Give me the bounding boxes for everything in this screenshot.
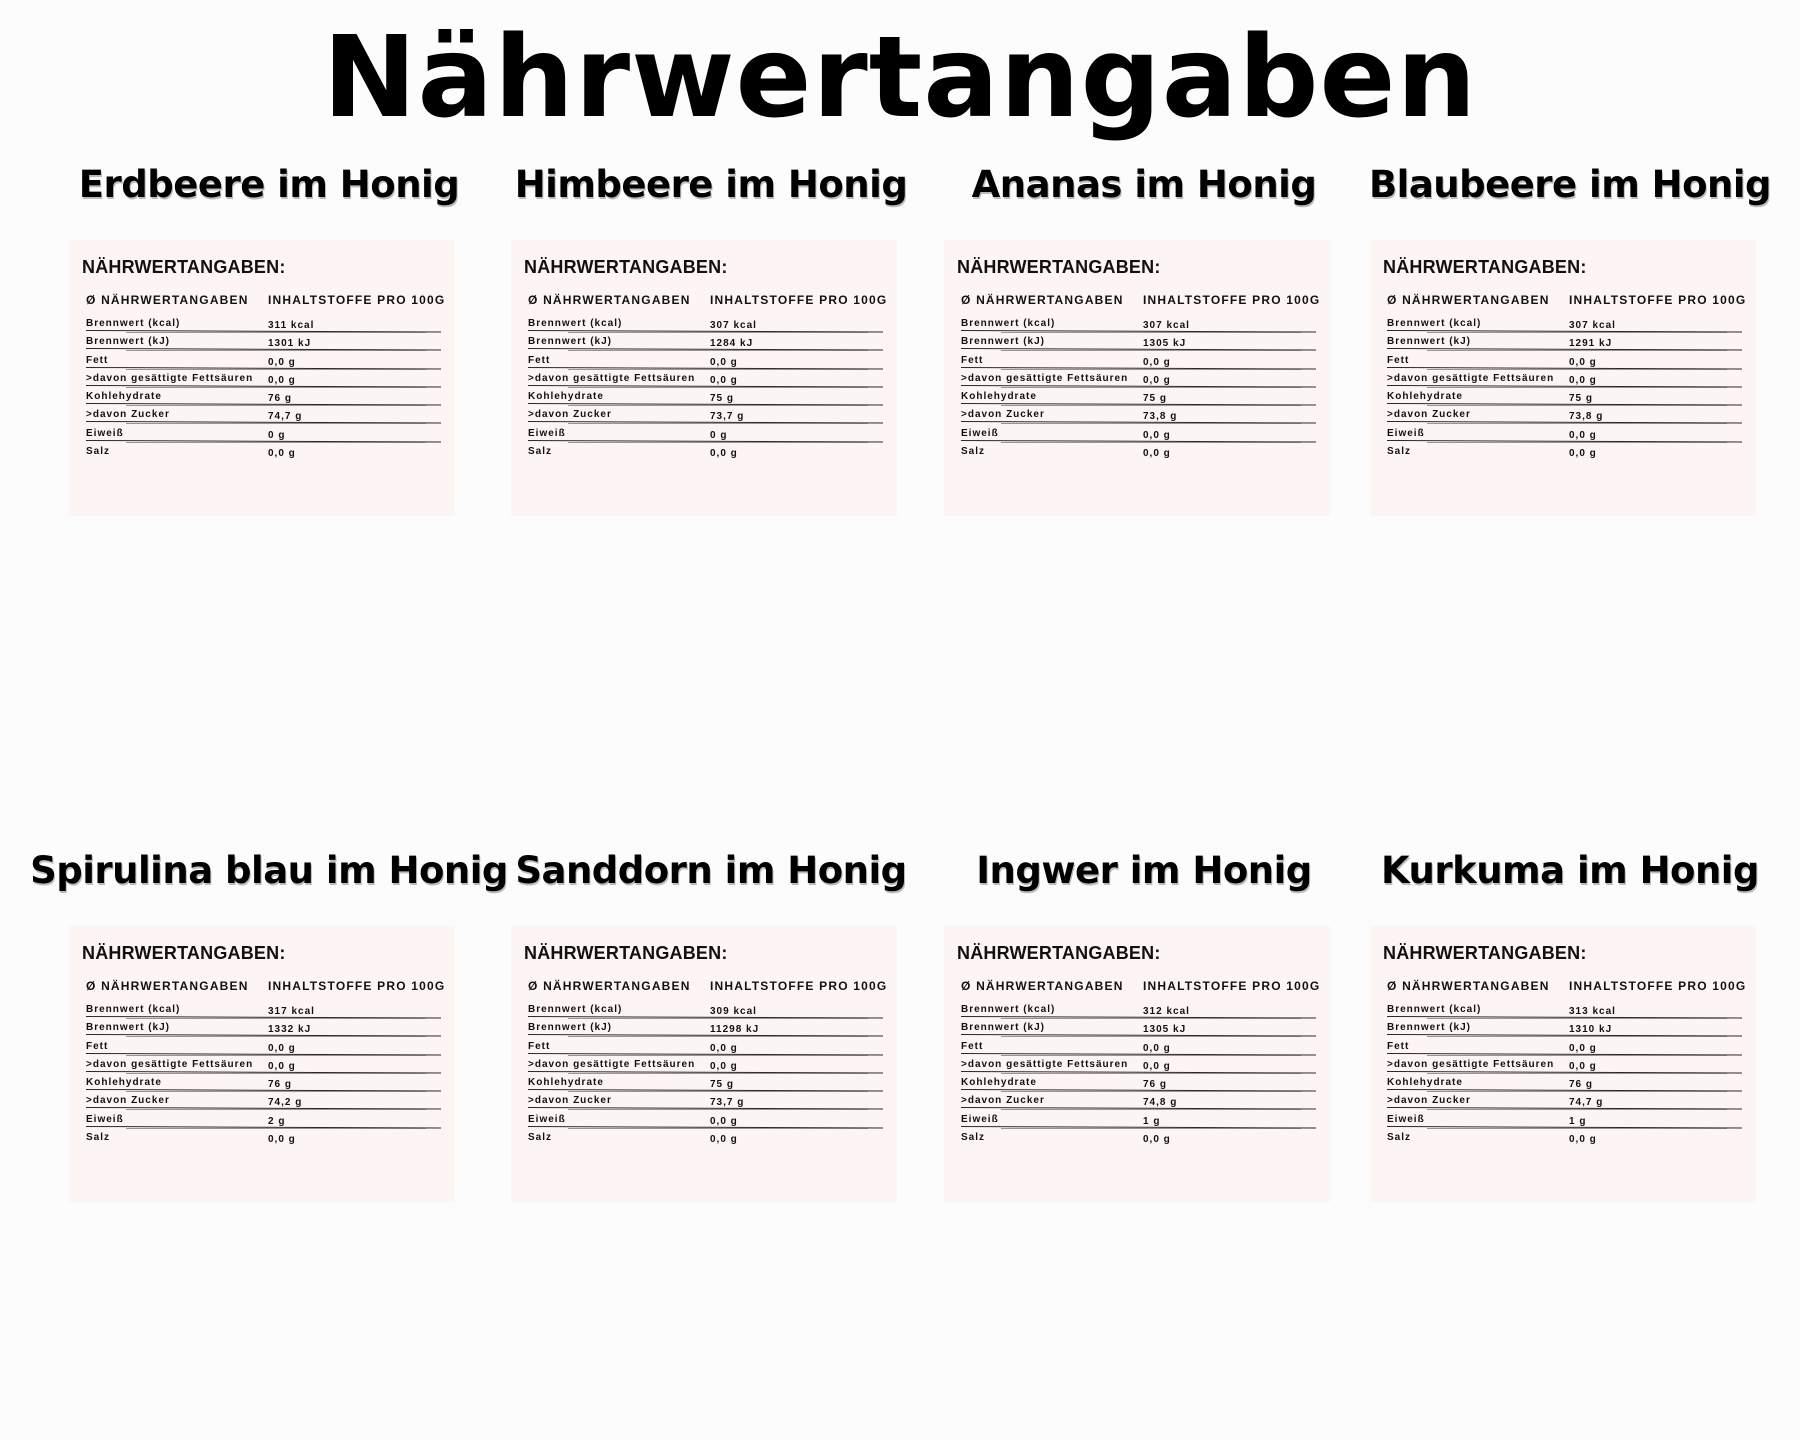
nutrient-value: 74,7 g xyxy=(1569,1097,1604,1109)
row-divider xyxy=(568,350,868,351)
nutrient-value: 0,0 g xyxy=(268,1060,296,1072)
row-divider xyxy=(1427,1073,1727,1074)
row-divider xyxy=(1001,442,1301,443)
card-heading: NÄHRWERTANGABEN: xyxy=(1383,257,1587,277)
nutrition-table xyxy=(86,318,446,464)
nutrition-row xyxy=(528,1132,888,1150)
row-divider xyxy=(1001,387,1301,388)
column-header-nutrients: Ø NÄHRWERTANGABEN xyxy=(1387,979,1550,993)
nutrient-label: Eiweiß xyxy=(961,427,999,439)
nutrient-value: 0,0 g xyxy=(1569,374,1597,386)
row-divider xyxy=(1001,1128,1301,1129)
nutrition-row xyxy=(961,1004,1321,1022)
nutrient-value: 74,8 g xyxy=(1143,1097,1178,1109)
column-header-per-100g: INHALTSTOFFE PRO 100G xyxy=(268,293,446,307)
nutrient-value: 76 g xyxy=(268,393,293,405)
nutrient-label: Kohlehydrate xyxy=(86,391,162,403)
nutrition-row xyxy=(1387,336,1747,354)
nutrient-label: Kohlehydrate xyxy=(528,1077,604,1089)
nutrient-value: 0,0 g xyxy=(1143,1060,1171,1072)
nutrient-label: Brennwert (kcal) xyxy=(961,1004,1056,1015)
column-header-per-100g: INHALTSTOFFE PRO 100G xyxy=(1143,293,1321,307)
nutrient-label: Eiweiß xyxy=(961,1113,999,1125)
nutrition-row xyxy=(528,1059,888,1077)
nutrition-row xyxy=(528,1041,888,1059)
card-heading: NÄHRWERTANGABEN: xyxy=(957,943,1161,963)
nutrient-label: Brennwert (kJ) xyxy=(528,1022,613,1034)
nutrient-value: 0,0 g xyxy=(1143,1134,1171,1146)
nutrition-row xyxy=(528,373,888,391)
row-divider xyxy=(1427,1055,1727,1056)
nutrient-label: >davon Zucker xyxy=(528,409,612,421)
row-divider xyxy=(126,1036,426,1037)
nutrition-card xyxy=(69,926,455,1202)
nutrition-table xyxy=(961,1004,1321,1150)
nutrition-row xyxy=(86,1059,446,1077)
nutrient-value: 75 g xyxy=(710,393,735,405)
nutrition-row xyxy=(961,1114,1321,1132)
nutrient-value: 0,0 g xyxy=(1569,1060,1597,1072)
nutrient-value: 0,0 g xyxy=(1143,374,1171,386)
nutrition-card xyxy=(1370,926,1756,1202)
nutrient-label: Brennwert (kJ) xyxy=(1387,1022,1472,1034)
row-divider xyxy=(126,405,426,406)
nutrition-row xyxy=(1387,355,1747,373)
nutrient-label: >davon gesättigte Fettsäuren xyxy=(86,1058,254,1070)
nutrition-row xyxy=(961,1077,1321,1095)
nutrient-label: Eiweiß xyxy=(528,1113,566,1125)
nutrition-row xyxy=(86,1004,446,1022)
row-divider xyxy=(1427,350,1727,351)
nutrient-label: Brennwert (kJ) xyxy=(1387,336,1472,348)
nutrition-row xyxy=(961,1132,1321,1150)
nutrition-row xyxy=(86,391,446,409)
nutrient-label: Brennwert (kcal) xyxy=(528,318,623,329)
nutrient-value: 0,0 g xyxy=(1143,429,1171,441)
product-title: Himbeere im Honig xyxy=(514,163,908,206)
nutrition-row xyxy=(961,373,1321,391)
nutrient-value: 73,7 g xyxy=(710,411,745,423)
row-divider xyxy=(126,1128,426,1129)
nutrition-row xyxy=(1387,1059,1747,1077)
column-header-per-100g: INHALTSTOFFE PRO 100G xyxy=(1569,979,1747,993)
nutrient-label: Brennwert (kJ) xyxy=(86,1022,171,1034)
nutrition-row xyxy=(528,409,888,427)
nutrient-label: Kohlehydrate xyxy=(1387,391,1463,403)
nutrition-row xyxy=(86,373,446,391)
nutrition-row xyxy=(1387,1132,1747,1150)
nutrient-value: 1291 kJ xyxy=(1569,338,1613,350)
card-heading: NÄHRWERTANGABEN: xyxy=(1383,943,1587,963)
nutrition-row xyxy=(1387,391,1747,409)
nutrient-label: >davon Zucker xyxy=(528,1095,612,1107)
column-header-nutrients: Ø NÄHRWERTANGABEN xyxy=(961,293,1124,307)
nutrition-table xyxy=(961,318,1321,464)
nutrient-label: >davon Zucker xyxy=(1387,1095,1471,1107)
nutrient-label: >davon Zucker xyxy=(961,409,1045,421)
row-divider xyxy=(126,442,426,443)
nutrient-label: Kohlehydrate xyxy=(86,1077,162,1089)
nutrient-value: 0,0 g xyxy=(710,1042,738,1054)
nutrient-value: 75 g xyxy=(710,1079,735,1091)
row-divider xyxy=(126,1109,426,1110)
nutrient-value: 75 g xyxy=(1143,393,1168,405)
nutrient-label: Salz xyxy=(528,1132,553,1144)
row-divider xyxy=(126,332,426,333)
nutrition-row xyxy=(528,428,888,446)
column-header-per-100g: INHALTSTOFFE PRO 100G xyxy=(710,293,888,307)
nutrient-label: Brennwert (kJ) xyxy=(961,336,1046,348)
row-divider xyxy=(126,423,426,424)
nutrient-value: 1332 kJ xyxy=(268,1024,312,1036)
nutrient-label: Salz xyxy=(961,1132,986,1144)
row-divider xyxy=(568,369,868,370)
nutrient-value: 0,0 g xyxy=(1569,448,1597,460)
row-divider xyxy=(1001,405,1301,406)
row-divider xyxy=(1001,1073,1301,1074)
column-header-nutrients: Ø NÄHRWERTANGABEN xyxy=(528,979,691,993)
row-divider xyxy=(1001,1091,1301,1092)
row-divider xyxy=(1001,1055,1301,1056)
row-divider xyxy=(1001,1018,1301,1019)
row-divider xyxy=(1427,423,1727,424)
row-divider xyxy=(568,1091,868,1092)
row-divider xyxy=(1001,332,1301,333)
row-divider xyxy=(1001,1036,1301,1037)
nutrition-row xyxy=(961,1059,1321,1077)
nutrition-row xyxy=(528,318,888,336)
nutrition-row xyxy=(86,1077,446,1095)
nutrition-row xyxy=(528,1022,888,1040)
nutrient-value: 313 kcal xyxy=(1569,1006,1616,1017)
column-header-per-100g: INHALTSTOFFE PRO 100G xyxy=(1569,293,1747,307)
nutrition-row xyxy=(1387,1004,1747,1022)
nutrition-table xyxy=(1387,318,1747,464)
nutrient-label: >davon Zucker xyxy=(86,1095,170,1107)
nutrient-value: 1 g xyxy=(1569,1115,1587,1127)
row-divider xyxy=(1427,332,1727,333)
row-divider xyxy=(126,350,426,351)
card-heading: NÄHRWERTANGABEN: xyxy=(82,257,286,277)
nutrient-label: >davon Zucker xyxy=(86,409,170,421)
nutrient-label: Fett xyxy=(1387,354,1410,366)
nutrition-row xyxy=(1387,318,1747,336)
nutrient-value: 307 kcal xyxy=(710,320,757,331)
nutrient-value: 75 g xyxy=(1569,393,1594,405)
nutrient-label: Kohlehydrate xyxy=(961,1077,1037,1089)
nutrient-label: Eiweiß xyxy=(86,427,124,439)
nutrient-label: Brennwert (kJ) xyxy=(528,336,613,348)
row-divider xyxy=(568,1128,868,1129)
column-header-nutrients: Ø NÄHRWERTANGABEN xyxy=(1387,293,1550,307)
nutrient-value: 307 kcal xyxy=(1143,320,1190,331)
row-divider xyxy=(568,1073,868,1074)
nutrient-value: 0,0 g xyxy=(710,1060,738,1072)
product-title: Ingwer im Honig xyxy=(976,849,1312,892)
row-divider xyxy=(568,1109,868,1110)
nutrient-label: Fett xyxy=(86,1040,109,1052)
nutrient-label: Brennwert (kcal) xyxy=(961,318,1056,329)
nutrient-value: 0,0 g xyxy=(710,1134,738,1146)
nutrient-value: 0,0 g xyxy=(1569,356,1597,368)
nutrition-row xyxy=(528,446,888,464)
nutrition-row xyxy=(528,336,888,354)
nutrient-label: >davon Zucker xyxy=(961,1095,1045,1107)
product-title: Blaubeere im Honig xyxy=(1368,163,1772,206)
nutrition-row xyxy=(961,355,1321,373)
nutrient-label: Kohlehydrate xyxy=(961,391,1037,403)
row-divider xyxy=(126,387,426,388)
card-heading: NÄHRWERTANGABEN: xyxy=(957,257,1161,277)
product-title: Sanddorn im Honig xyxy=(515,849,907,892)
nutrition-row xyxy=(86,1022,446,1040)
page-title: Nährwertangaben xyxy=(322,13,1478,143)
row-divider xyxy=(568,405,868,406)
nutrient-label: Eiweiß xyxy=(528,427,566,439)
nutrition-row xyxy=(86,318,446,336)
row-divider xyxy=(126,1073,426,1074)
nutrition-row xyxy=(528,1114,888,1132)
nutrition-table xyxy=(1387,1004,1747,1150)
row-divider xyxy=(568,332,868,333)
nutrition-row xyxy=(86,1114,446,1132)
nutrition-row xyxy=(961,336,1321,354)
column-header-per-100g: INHALTSTOFFE PRO 100G xyxy=(710,979,888,993)
row-divider xyxy=(1427,1091,1727,1092)
nutrition-card xyxy=(944,240,1330,516)
nutrient-label: >davon gesättigte Fettsäuren xyxy=(528,372,696,384)
nutrient-label: Salz xyxy=(1387,1132,1412,1144)
nutrition-row xyxy=(1387,409,1747,427)
nutrition-row xyxy=(86,428,446,446)
nutrient-value: 0,0 g xyxy=(1569,429,1597,441)
row-divider xyxy=(1001,1109,1301,1110)
nutrition-row xyxy=(961,1022,1321,1040)
nutrition-row xyxy=(1387,446,1747,464)
nutrient-value: 76 g xyxy=(1143,1079,1168,1091)
row-divider xyxy=(1001,423,1301,424)
nutrition-row xyxy=(1387,428,1747,446)
nutrient-label: Brennwert (kJ) xyxy=(86,336,171,348)
nutrient-value: 1284 kJ xyxy=(710,338,754,350)
nutrient-value: 0,0 g xyxy=(268,448,296,460)
row-divider xyxy=(1427,387,1727,388)
nutrition-row xyxy=(961,391,1321,409)
row-divider xyxy=(126,369,426,370)
nutrient-label: Fett xyxy=(961,354,984,366)
nutrition-row xyxy=(528,391,888,409)
card-heading: NÄHRWERTANGABEN: xyxy=(524,943,728,963)
nutrient-label: Salz xyxy=(528,446,553,458)
nutrition-row xyxy=(528,1004,888,1022)
nutrition-row xyxy=(961,428,1321,446)
nutrition-row xyxy=(1387,373,1747,391)
nutrient-value: 0,0 g xyxy=(1569,1134,1597,1146)
nutrient-label: Brennwert (kcal) xyxy=(528,1004,623,1015)
nutrient-label: Fett xyxy=(86,354,109,366)
nutrient-value: 311 kcal xyxy=(268,320,315,331)
nutrient-value: 307 kcal xyxy=(1569,320,1616,331)
nutrient-label: Kohlehydrate xyxy=(1387,1077,1463,1089)
row-divider xyxy=(568,442,868,443)
nutrition-row xyxy=(528,1077,888,1095)
nutrient-label: >davon gesättigte Fettsäuren xyxy=(86,372,254,384)
column-header-per-100g: INHALTSTOFFE PRO 100G xyxy=(268,979,446,993)
nutrient-value: 0,0 g xyxy=(268,1134,296,1146)
nutrition-row xyxy=(86,409,446,427)
nutrition-table xyxy=(86,1004,446,1150)
card-heading: NÄHRWERTANGABEN: xyxy=(82,943,286,963)
nutrient-value: 73,8 g xyxy=(1569,411,1604,423)
row-divider xyxy=(1001,369,1301,370)
nutrient-label: Eiweiß xyxy=(1387,1113,1425,1125)
row-divider xyxy=(1427,1128,1727,1129)
nutrition-row xyxy=(961,318,1321,336)
nutrition-card xyxy=(511,240,897,516)
nutrient-label: Brennwert (kcal) xyxy=(1387,318,1482,329)
nutrient-value: 0,0 g xyxy=(1143,1042,1171,1054)
nutrition-row xyxy=(961,409,1321,427)
row-divider xyxy=(126,1091,426,1092)
nutrition-row xyxy=(1387,1041,1747,1059)
nutrition-card xyxy=(944,926,1330,1202)
nutrient-value: 0 g xyxy=(268,429,286,441)
nutrition-row xyxy=(86,1095,446,1113)
row-divider xyxy=(1427,1018,1727,1019)
row-divider xyxy=(126,1055,426,1056)
nutrient-label: Salz xyxy=(961,446,986,458)
nutrient-value: 11298 kJ xyxy=(710,1024,760,1036)
nutrition-row xyxy=(1387,1114,1747,1132)
nutrient-label: Brennwert (kcal) xyxy=(1387,1004,1482,1015)
nutrient-label: Fett xyxy=(1387,1040,1410,1052)
nutrition-card xyxy=(69,240,455,516)
nutrient-label: Eiweiß xyxy=(1387,427,1425,439)
nutrient-label: Salz xyxy=(86,446,111,458)
nutrient-label: >davon gesättigte Fettsäuren xyxy=(961,372,1129,384)
row-divider xyxy=(1427,369,1727,370)
nutrition-row xyxy=(961,446,1321,464)
column-header-nutrients: Ø NÄHRWERTANGABEN xyxy=(528,293,691,307)
nutrient-label: >davon gesättigte Fettsäuren xyxy=(1387,372,1555,384)
product-title: Erdbeere im Honig xyxy=(78,163,460,206)
nutrient-value: 312 kcal xyxy=(1143,1006,1190,1017)
product-title: Spirulina blau im Honig xyxy=(30,849,508,892)
nutrition-row xyxy=(86,1132,446,1150)
nutrient-value: 0,0 g xyxy=(710,448,738,460)
nutrient-value: 74,2 g xyxy=(268,1097,303,1109)
nutrition-row xyxy=(1387,1095,1747,1113)
nutrient-label: Fett xyxy=(528,1040,551,1052)
nutrient-value: 0,0 g xyxy=(1143,448,1171,460)
column-header-nutrients: Ø NÄHRWERTANGABEN xyxy=(86,979,249,993)
nutrient-label: Fett xyxy=(961,1040,984,1052)
nutrient-value: 309 kcal xyxy=(710,1006,757,1017)
nutrient-value: 76 g xyxy=(1569,1079,1594,1091)
row-divider xyxy=(568,423,868,424)
row-divider xyxy=(1427,405,1727,406)
card-heading: NÄHRWERTANGABEN: xyxy=(524,257,728,277)
nutrition-row xyxy=(86,1041,446,1059)
column-header-nutrients: Ø NÄHRWERTANGABEN xyxy=(961,979,1124,993)
nutrient-label: >davon Zucker xyxy=(1387,409,1471,421)
nutrient-label: Kohlehydrate xyxy=(528,391,604,403)
row-divider xyxy=(1427,442,1727,443)
nutrient-value: 0,0 g xyxy=(710,1115,738,1127)
row-divider xyxy=(1427,1036,1727,1037)
nutrient-value: 76 g xyxy=(268,1079,293,1091)
row-divider xyxy=(1001,350,1301,351)
nutrient-value: 1305 kJ xyxy=(1143,1024,1187,1036)
nutrient-label: Brennwert (kcal) xyxy=(86,1004,181,1015)
row-divider xyxy=(126,1018,426,1019)
product-title: Kurkuma im Honig xyxy=(1381,849,1759,892)
nutrition-row xyxy=(1387,1022,1747,1040)
nutrient-label: Salz xyxy=(1387,446,1412,458)
nutrition-table xyxy=(528,318,888,464)
nutrient-label: >davon gesättigte Fettsäuren xyxy=(1387,1058,1555,1070)
nutrient-label: Fett xyxy=(528,354,551,366)
nutrition-row xyxy=(1387,1077,1747,1095)
nutrition-card xyxy=(511,926,897,1202)
nutrient-value: 317 kcal xyxy=(268,1006,315,1017)
nutrient-label: >davon gesättigte Fettsäuren xyxy=(961,1058,1129,1070)
nutrient-value: 0,0 g xyxy=(268,356,296,368)
nutrient-label: Brennwert (kJ) xyxy=(961,1022,1046,1034)
nutrition-row xyxy=(86,355,446,373)
nutrient-label: Brennwert (kcal) xyxy=(86,318,181,329)
nutrient-value: 1 g xyxy=(1143,1115,1161,1127)
row-divider xyxy=(568,1018,868,1019)
nutrient-value: 74,7 g xyxy=(268,411,303,423)
nutrition-card xyxy=(1370,240,1756,516)
nutrition-row xyxy=(528,355,888,373)
nutrition-row xyxy=(86,336,446,354)
nutrition-table xyxy=(528,1004,888,1150)
column-header-nutrients: Ø NÄHRWERTANGABEN xyxy=(86,293,249,307)
nutrient-value: 0,0 g xyxy=(1143,356,1171,368)
nutrient-value: 2 g xyxy=(268,1115,286,1127)
nutrient-value: 73,8 g xyxy=(1143,411,1178,423)
nutrient-value: 0,0 g xyxy=(268,374,296,386)
nutrient-value: 1310 kJ xyxy=(1569,1024,1613,1036)
nutrient-value: 1305 kJ xyxy=(1143,338,1187,350)
column-header-per-100g: INHALTSTOFFE PRO 100G xyxy=(1143,979,1321,993)
nutrient-value: 0,0 g xyxy=(710,356,738,368)
nutrition-row xyxy=(528,1095,888,1113)
row-divider xyxy=(568,387,868,388)
nutrition-row xyxy=(961,1041,1321,1059)
nutrient-value: 0,0 g xyxy=(268,1042,296,1054)
nutrition-row xyxy=(961,1095,1321,1113)
nutrient-value: 0,0 g xyxy=(1569,1042,1597,1054)
nutrition-row xyxy=(86,446,446,464)
product-title: Ananas im Honig xyxy=(971,163,1317,206)
nutrient-value: 0,0 g xyxy=(710,374,738,386)
row-divider xyxy=(568,1055,868,1056)
nutrient-value: 73,7 g xyxy=(710,1097,745,1109)
nutrient-label: >davon gesättigte Fettsäuren xyxy=(528,1058,696,1070)
nutrient-value: 0 g xyxy=(710,429,728,441)
nutrient-label: Eiweiß xyxy=(86,1113,124,1125)
nutrient-label: Salz xyxy=(86,1132,111,1144)
nutrient-value: 1301 kJ xyxy=(268,338,312,350)
row-divider xyxy=(568,1036,868,1037)
row-divider xyxy=(1427,1109,1727,1110)
